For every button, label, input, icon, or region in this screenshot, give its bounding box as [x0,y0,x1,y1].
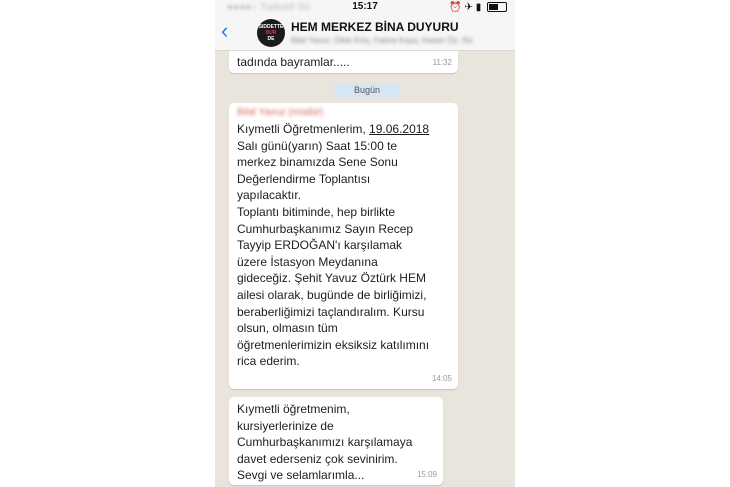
chat-participants: Bilal Yavuz, Dilek Kılıç, Fatma Kaya, Hasan Öz, Siz [291,36,473,45]
date-link[interactable]: 19.06.2018 [369,122,430,136]
message-time: 15:09 [416,470,437,480]
message-line: öğretmenlerimizin eksiksiz katılımını [237,337,430,352]
message-text: Kıymetli Öğretmenlerim, [237,122,366,136]
message-line: Cumhurbaşkanımızı karşılamaya [237,435,413,450]
message-line: gideceğiz. Şehit Yavuz Öztürk HEM [237,271,426,286]
message-line: davet ederseniz çok sevinirim. [237,451,398,466]
status-time: 15:17 [352,1,378,12]
message-line: ailesi olarak, bugünde de birliğimizi, [237,287,427,302]
message-line: beraberliğimizi taçlandıralım. Kursu [237,304,425,319]
chat-title[interactable]: HEM MERKEZ BİNA DUYURU [291,20,459,34]
group-avatar[interactable] [257,19,285,47]
day-separator: Bugün [334,83,400,97]
message-line: yapılacaktır. [237,188,302,203]
message-time: 11:32 [432,58,452,68]
message-time: 14:05 [431,374,452,384]
message-line: kursiyerlerinize de [237,418,334,433]
message-line: Tayyip ERDOĞAN'ı karşılamak [237,238,402,253]
status-bar [215,0,515,16]
back-chevron-icon[interactable]: ‹ [221,18,229,43]
chat-area[interactable] [215,51,515,487]
message-line: Toplantı bitiminde, hep birlikte [237,204,396,219]
message-line: Sevgi ve selamlarımla... [237,468,365,483]
message-text: tadında bayramlar..... [237,55,350,69]
phone-screen [215,0,515,487]
status-icons-text: ⏰ ✈ ▮ [449,2,482,13]
message-bubble[interactable] [229,397,443,485]
message-bubble[interactable] [229,51,458,73]
status-icons [449,2,507,13]
message-line: olsun, olmasın tüm [237,321,338,336]
message-line: Değerlendirme Toplantısı [237,171,371,186]
chat-header[interactable] [215,16,515,51]
avatar-line-3: DE [267,36,275,42]
avatar-line-1: SIDDETTE [258,24,284,30]
message-line [237,121,450,138]
message-sender[interactable]: Bilal Yavuz (müdür) [237,107,324,118]
battery-icon [487,2,507,12]
message-line: merkez binamızda Sene Sonu [237,155,398,170]
message-bubble[interactable] [229,103,458,389]
message-line: Kıymetli öğretmenim, [237,402,350,416]
message-line: rica ederim. [237,354,300,369]
message-line: Salı günü(yarın) Saat 15:00 te [237,138,398,153]
message-line: üzere İstasyon Meydanına [237,254,378,269]
avatar-line-2: DUR [265,30,277,36]
message-line: Cumhurbaşkanımız Sayın Recep [237,221,414,236]
carrier-signal: ●●●●○ Turkcell 3G [227,2,311,13]
